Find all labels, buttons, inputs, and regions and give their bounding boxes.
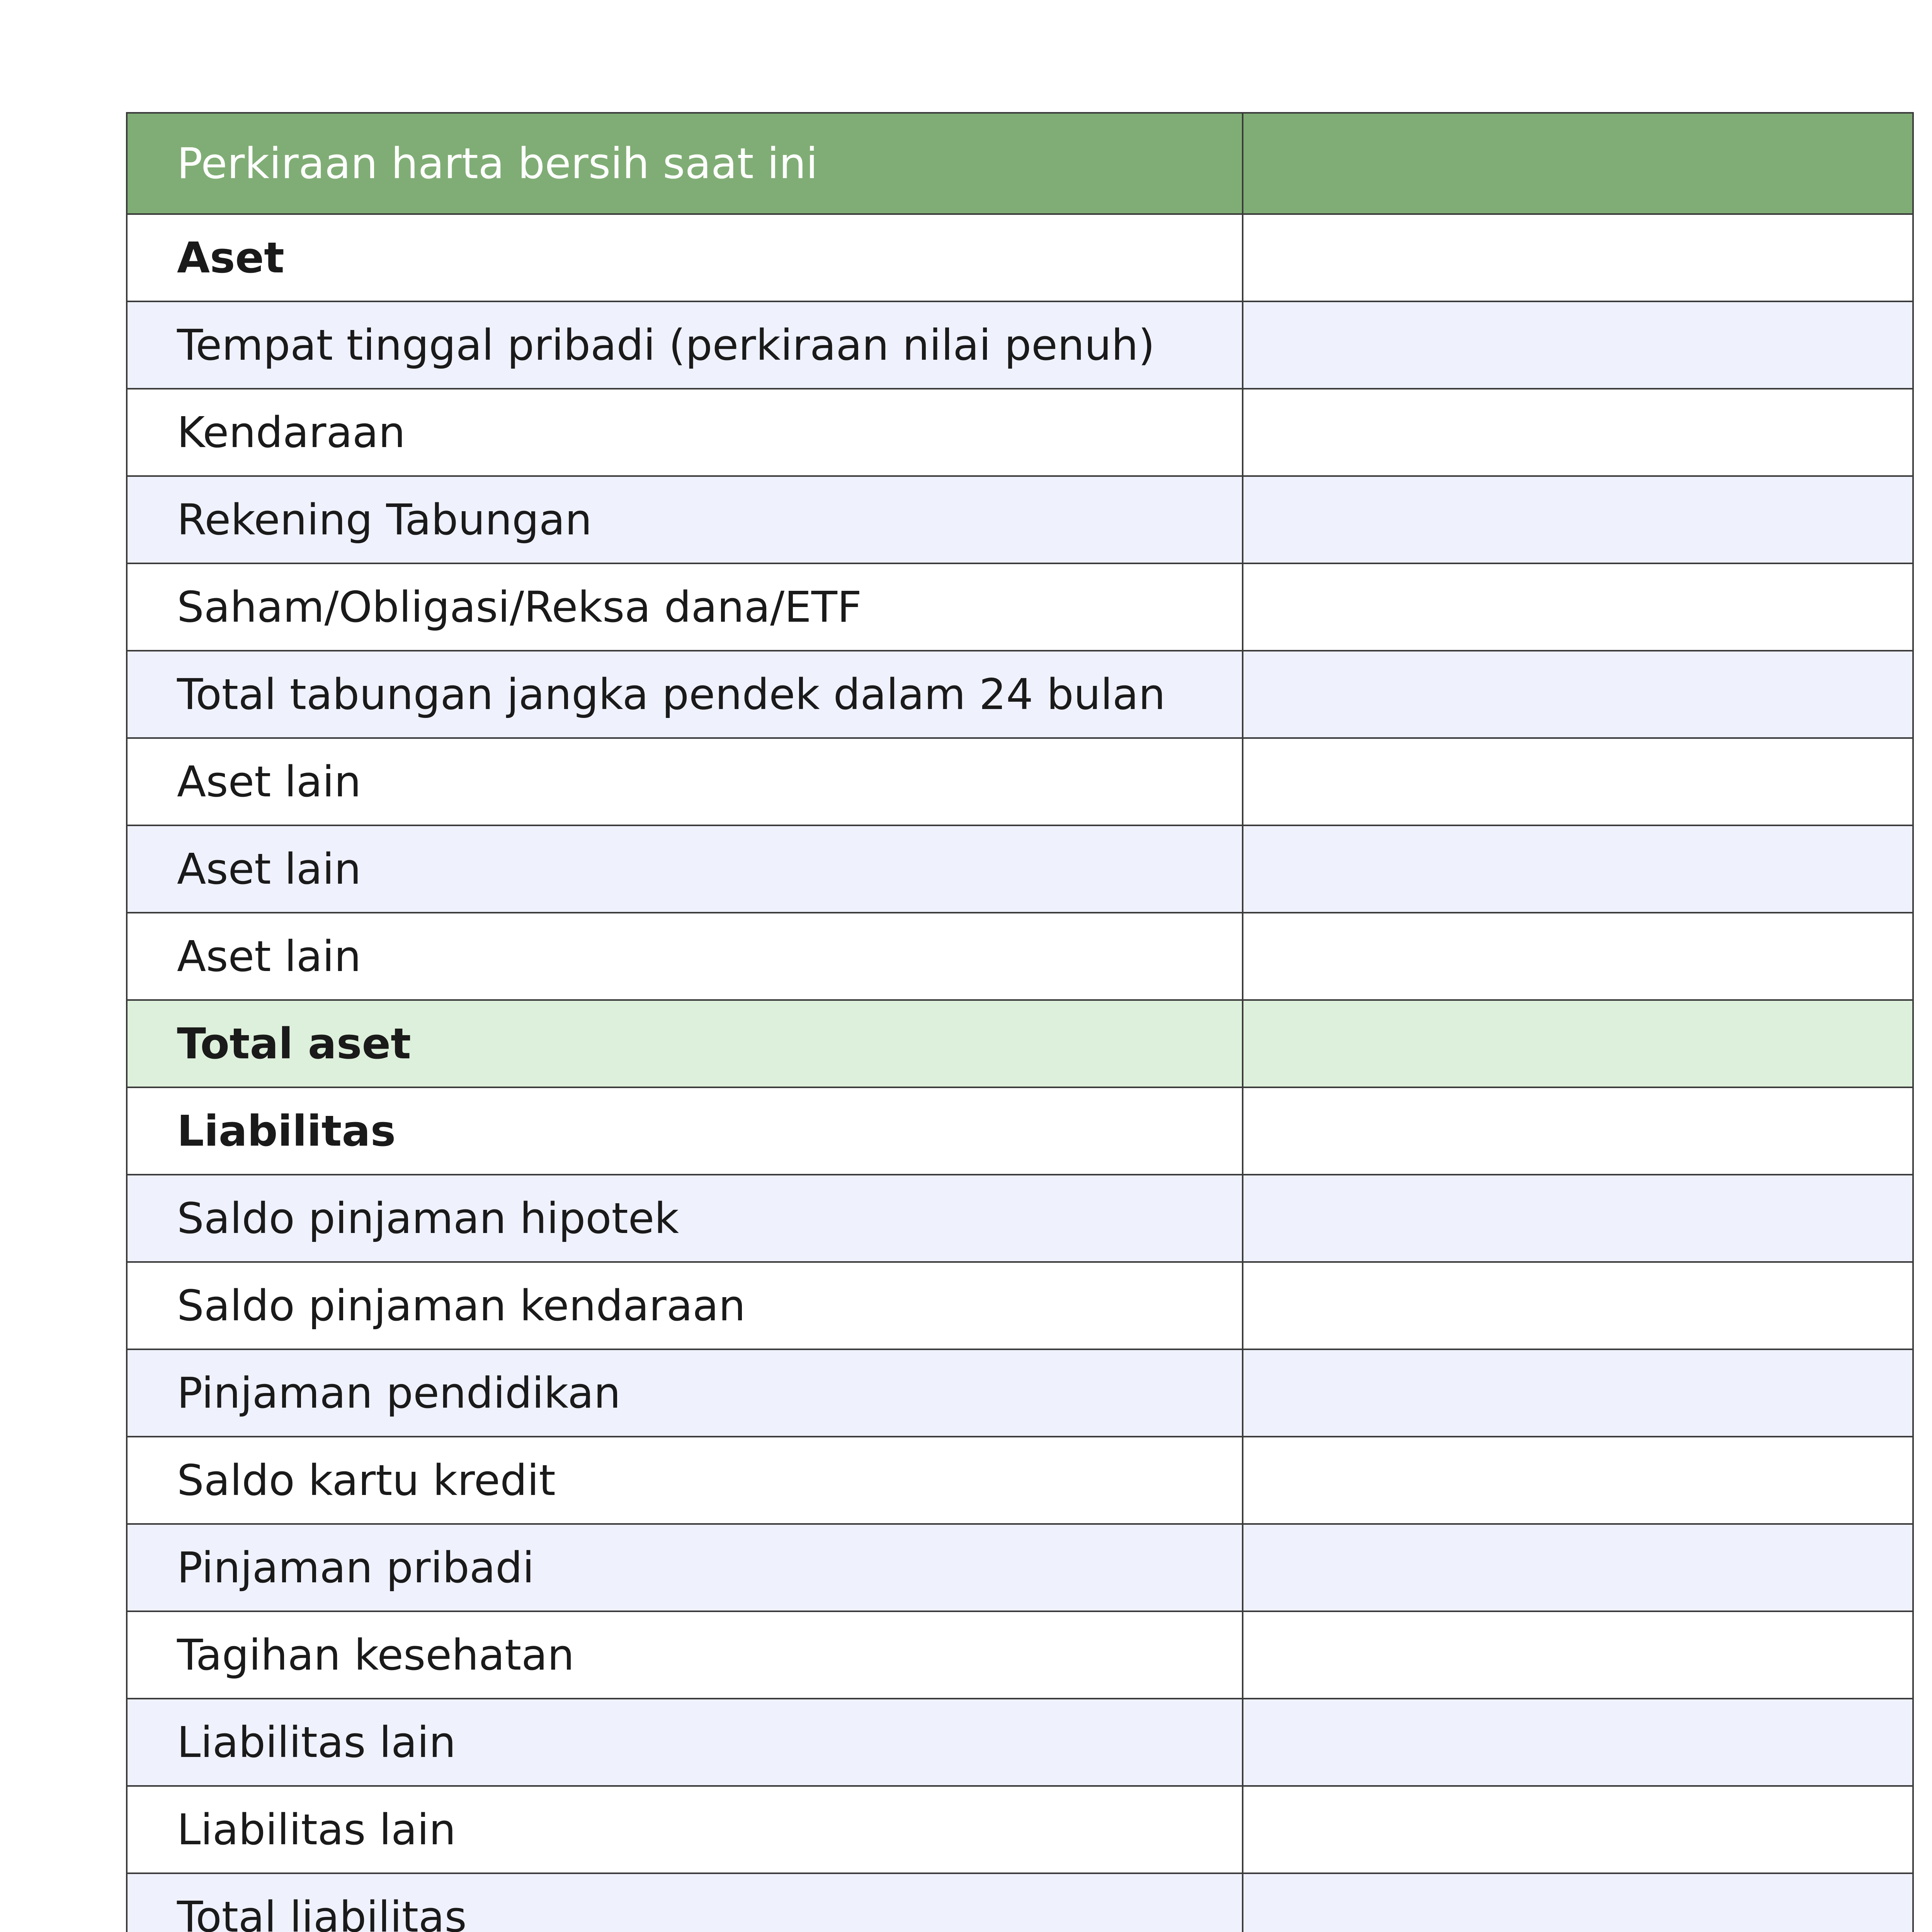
header-value-cell xyxy=(1243,113,1913,214)
table-row xyxy=(127,563,1913,651)
value-cell[interactable] xyxy=(1243,1611,1913,1699)
table-row xyxy=(127,651,1913,738)
asset-label: Kendaraan xyxy=(127,389,1243,476)
value-cell[interactable] xyxy=(1243,1786,1913,1873)
liabilities-heading: Liabilitas xyxy=(127,1087,1243,1175)
value-cell[interactable] xyxy=(1243,651,1913,738)
liability-label: Tagihan kesehatan xyxy=(127,1611,1243,1699)
table-row xyxy=(127,389,1913,476)
value-cell[interactable] xyxy=(1243,1437,1913,1524)
total-assets-value-cell[interactable] xyxy=(1243,1000,1913,1087)
asset-label: Aset lain xyxy=(127,913,1243,1000)
table-header-row xyxy=(127,113,1913,214)
table-row xyxy=(127,1262,1913,1349)
liability-label: Saldo pinjaman hipotek xyxy=(127,1175,1243,1262)
total-liabilities-value-cell[interactable] xyxy=(1243,1873,1913,1932)
net-worth-table xyxy=(126,112,1914,1932)
table-row xyxy=(127,1699,1913,1786)
assets-heading-row xyxy=(127,214,1913,301)
table-row xyxy=(127,1437,1913,1524)
total-assets-label: Total aset xyxy=(127,1000,1243,1087)
table-row xyxy=(127,1175,1913,1262)
total-liabilities-label: Total liabilitas xyxy=(127,1873,1243,1932)
liability-label: Pinjaman pendidikan xyxy=(127,1349,1243,1437)
asset-label: Aset lain xyxy=(127,825,1243,913)
value-cell[interactable] xyxy=(1243,1349,1913,1437)
table-row xyxy=(127,476,1913,563)
value-cell[interactable] xyxy=(1243,913,1913,1000)
value-cell[interactable] xyxy=(1243,1175,1913,1262)
liability-label: Liabilitas lain xyxy=(127,1786,1243,1873)
table-row xyxy=(127,301,1913,389)
liability-label: Saldo pinjaman kendaraan xyxy=(127,1262,1243,1349)
asset-label: Rekening Tabungan xyxy=(127,476,1243,563)
liability-label: Saldo kartu kredit xyxy=(127,1437,1243,1524)
table-row xyxy=(127,913,1913,1000)
asset-label: Tempat tinggal pribadi (perkiraan nilai penuh) xyxy=(127,301,1243,389)
total-assets-row xyxy=(127,1000,1913,1087)
value-cell[interactable] xyxy=(1243,738,1913,825)
asset-label: Total tabungan jangka pendek dalam 24 bulan xyxy=(127,651,1243,738)
asset-label: Aset lain xyxy=(127,738,1243,825)
table-row xyxy=(127,738,1913,825)
value-cell[interactable] xyxy=(1243,1699,1913,1786)
value-cell[interactable] xyxy=(1243,214,1913,301)
value-cell[interactable] xyxy=(1243,476,1913,563)
value-cell[interactable] xyxy=(1243,1087,1913,1175)
table-row xyxy=(127,1611,1913,1699)
table-title: Perkiraan harta bersih saat ini xyxy=(127,113,1243,214)
liability-label: Liabilitas lain xyxy=(127,1699,1243,1786)
liability-label: Pinjaman pribadi xyxy=(127,1524,1243,1611)
table-row xyxy=(127,1349,1913,1437)
value-cell[interactable] xyxy=(1243,1524,1913,1611)
table-row xyxy=(127,1524,1913,1611)
assets-heading: Aset xyxy=(127,214,1243,301)
net-worth-worksheet xyxy=(126,112,1912,1932)
table-row xyxy=(127,1786,1913,1873)
value-cell[interactable] xyxy=(1243,825,1913,913)
liabilities-heading-row xyxy=(127,1087,1913,1175)
total-liabilities-row xyxy=(127,1873,1913,1932)
value-cell[interactable] xyxy=(1243,389,1913,476)
value-cell[interactable] xyxy=(1243,1262,1913,1349)
asset-label: Saham/Obligasi/Reksa dana/ETF xyxy=(127,563,1243,651)
value-cell[interactable] xyxy=(1243,563,1913,651)
value-cell[interactable] xyxy=(1243,301,1913,389)
table-row xyxy=(127,825,1913,913)
